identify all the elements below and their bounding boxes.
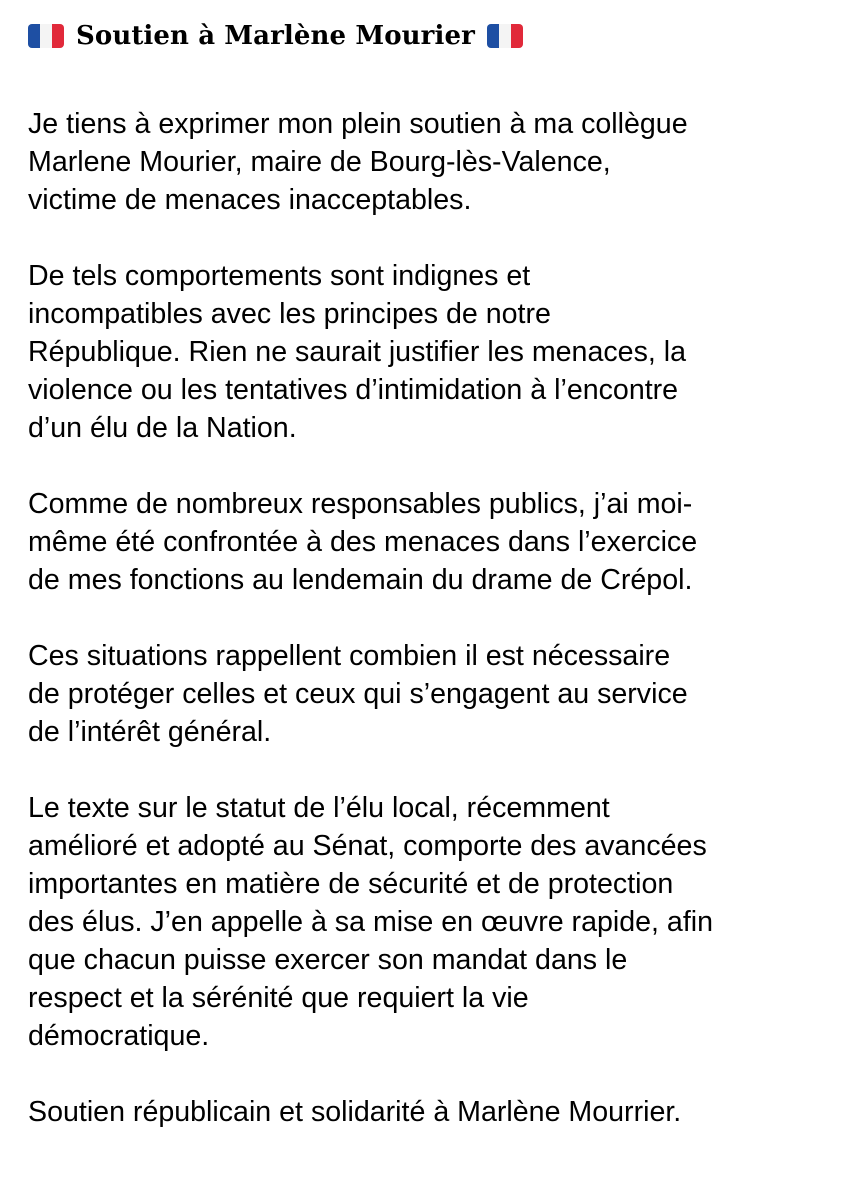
french-flag-icon (28, 24, 64, 48)
text-line: victime de menaces inacceptables. (28, 184, 472, 216)
text-line: même été confrontée à des menaces dans l’exercice (28, 526, 698, 558)
paragraph (28, 789, 833, 1055)
text-line: de protéger celles et ceux qui s’engagent au service (28, 678, 688, 710)
text-line: amélioré et adopté au Sénat, comporte des avancées (28, 830, 707, 862)
text-line: violence ou les tentatives d’intimidation à l’encontre (28, 374, 679, 406)
closing-paragraph (28, 1093, 833, 1131)
statement-header (28, 16, 523, 56)
text-line: d’un élu de la Nation. (28, 412, 297, 444)
text-line: de l’intérêt général. (28, 716, 272, 748)
text-line: que chacun puisse exercer son mandat dans le (28, 944, 628, 976)
french-flag-icon (487, 24, 523, 48)
text-line: de mes fonctions au lendemain du drame de Crépol. (28, 564, 693, 596)
text-line: Le texte sur le statut de l’élu local, récemment (28, 792, 610, 824)
statement-body (28, 105, 833, 1131)
text-line: démocratique. (28, 1020, 210, 1052)
paragraph (28, 485, 833, 599)
text-line: respect et la sérénité que requiert la vie (28, 982, 529, 1014)
text-line: Je tiens à exprimer mon plein soutien à ma collègue (28, 108, 688, 140)
text-line: Soutien républicain et solidarité à Marlène Mourrier. (28, 1096, 682, 1128)
paragraph (28, 105, 833, 219)
statement-title: Soutien à Marlène Mourier (76, 21, 475, 51)
paragraph (28, 637, 833, 751)
text-line: République. Rien ne saurait justifier les menaces, la (28, 336, 687, 368)
paragraph (28, 257, 833, 447)
text-line: incompatibles avec les principes de notre (28, 298, 551, 330)
text-line: Comme de nombreux responsables publics, j’ai moi- (28, 488, 693, 520)
text-line: importantes en matière de sécurité et de protection (28, 868, 674, 900)
text-line: Marlene Mourier, maire de Bourg-lès-Valence, (28, 146, 611, 178)
text-line: De tels comportements sont indignes et (28, 260, 531, 292)
text-line: des élus. J’en appelle à sa mise en œuvre rapide, afin (28, 906, 714, 938)
text-line: Ces situations rappellent combien il est nécessaire (28, 640, 671, 672)
